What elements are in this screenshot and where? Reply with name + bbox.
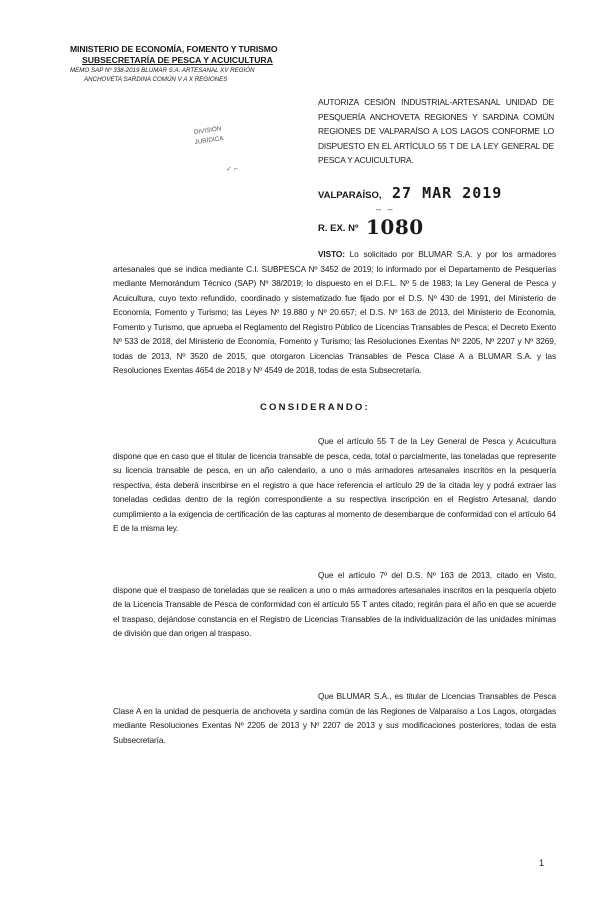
considerando-paragraph-1: Que el artículo 55 T de la Ley General de Pesca y Acuicultura dispone que en caso que el titular de licencia transable de pesca, ceda, total o parcialmente, las toneladas que represente su licencia transable de pesca, en un año calendario, a uno o más armadores artesanales inscritos en la pesquería respectiva, ésta deberá inscribirse en el registro a que hace referencia el artículo 29 de la citada ley y podrá extraer las toneladas cedidas dentro de la región correspondiente a su respectiva inscripción en el Registro Artesanal, dando cumplimiento a la exigencia de certificación de las capturas al momento de desembarque de conformidad con el artículo 64 E de la misma ley. bbox=[113, 436, 556, 533]
page-number: 1 bbox=[538, 858, 544, 868]
visto-text: Lo solicitado por BLUMAR S.A. y por los armadores artesanales que se indica mediante C.I. SUBPESCA Nº 3452 de 2019; lo informado por el Departamento de Pesquerías mediante Memorándum Técnico (SAP) Nº 38/2019; lo dispuesto en el D.F.L. Nº 5 de 1983; la Ley General de Pesca y Acuicultura, cuyo texto refundido, coordinado y sistematizado fue fijado por el D.S. Nº 430 de 1991, del Ministerio de Economía, Fomento y Turismo; las Leyes Nº 19.880 y Nº 20.657; el D.S. Nº 163 de 2013, del Ministerio de Economía, Fomento y Turismo, que aprueba el Reglamento del Registro Público de Licencias Transables de Pesca; el Decreto Exento Nº 533 de 2018, del Ministerio de Economía, Fomento y Turismo; las Resoluciones Exentas Nº 2205, Nº 2207 y Nº 3269, todas de 2013, Nº 3520 de 2015, que otorgaron Licencias Transables de Pesca Clase A a BLUMAR S.A. y las Resoluciones Exentas 4654 de 2018 y Nº 4549 de 2018, todas de esta Subsecretaría. bbox=[113, 249, 556, 375]
initials-marks: ✓ ⌐ bbox=[226, 166, 238, 173]
considerando-paragraph-3: Que BLUMAR S.A., es titular de Licencias Transables de Pesca Clase A en la unidad de pesquería de anchoveta y sardina común de las Regiones de Valparaíso a Los Lagos, otorgadas mediante Resoluciones Exentas Nº 2205 de 2013 y Nº 2207 de 2013 y sus modificaciones posteriores, todas de esta Subsecretaría. bbox=[113, 691, 556, 745]
place-label: VALPARAÍSO, bbox=[318, 190, 382, 201]
stamp-line-2: JURÍDICA bbox=[194, 135, 224, 147]
resolution-number: 1080 bbox=[366, 215, 424, 239]
considerando-paragraph-2: Que el artículo 7º del D.S. Nº 163 de 2013, citado en Visto, dispone que el traspaso de toneladas que se realicen a uno o más armadores artesanales inscritos en la pesquería objeto de la Licencia Transable de Pesca de conformidad con el artículo 55 T antes citado, regirán para el año en que se acuerde el traspaso, dejándose constancia en el Registro de Licencias Transables de la individualización de las unidades mínimas de división que dan origen al traspaso. bbox=[113, 570, 556, 638]
rex-label: R. EX. Nº bbox=[318, 223, 359, 234]
stamp-line-1: DIVISIÓN bbox=[193, 125, 222, 137]
division-stamp bbox=[185, 123, 234, 171]
place-date-line bbox=[318, 184, 578, 218]
place-underline: – – bbox=[376, 204, 395, 214]
visto-paragraph bbox=[113, 247, 556, 378]
memo-reference-2: ANCHOVETA SARDINA COMÚN V A X REGIONES bbox=[84, 76, 228, 83]
ministry-name: MINISTERIO DE ECONOMÍA, FOMENTO Y TURISMO bbox=[70, 44, 278, 54]
resolution-title: AUTORIZA CESIÓN INDUSTRIAL-ARTESANAL UNIDAD DE PESQUERÍA ANCHOVETA REGIONES Y SARDINA COMÚN REGIONES DE VALPARAÍSO A LOS LAGOS CONFORME LO DISPUESTO EN EL ARTÍCULO 55 T DE LA LEY GENERAL DE PESCA Y ACUICULTURA. bbox=[318, 97, 554, 166]
memo-reference: MEMO SAP Nº 338-2019 BLUMAR S.A. ARTESANAL XV REGIÓN bbox=[70, 67, 255, 74]
resolution-number-line bbox=[318, 215, 518, 244]
considerando-heading: CONSIDERANDO: bbox=[260, 402, 370, 413]
ministry-header bbox=[70, 44, 290, 83]
visto-lead: VISTO: bbox=[318, 249, 345, 259]
date-stamp: 27 MAR 2019 bbox=[392, 184, 503, 202]
subsecretaria-name: SUBSECRETARÍA DE PESCA Y ACUICULTURA bbox=[82, 55, 273, 65]
